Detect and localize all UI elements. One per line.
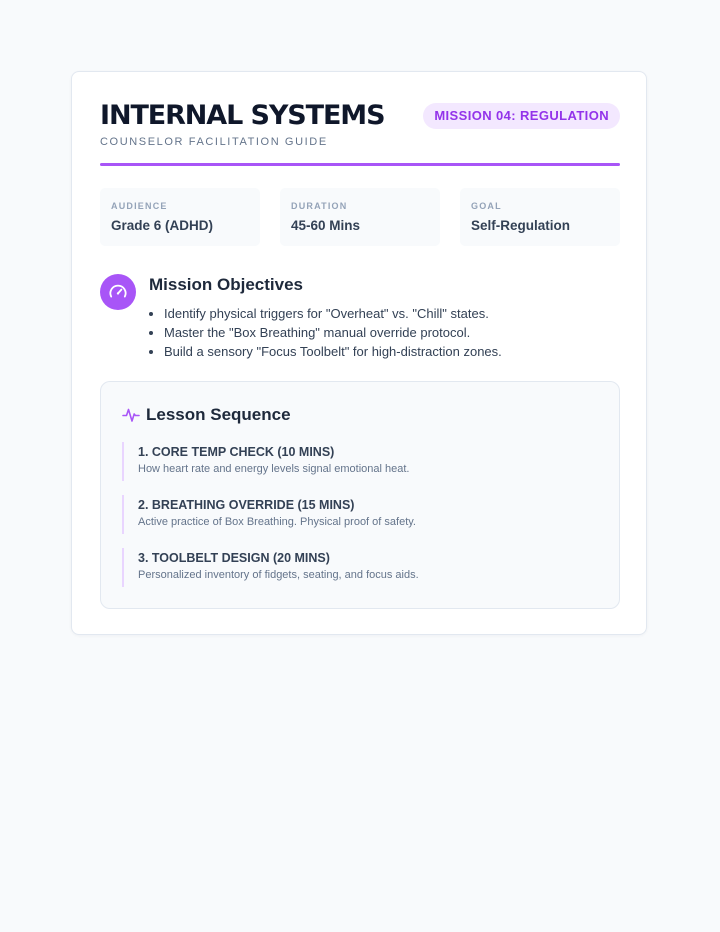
meta-duration [280,188,440,246]
lesson-step-description: Active practice of Box Breathing. Physical proof of safety. [138,516,416,528]
meta-goal-value: Self-Regulation [471,218,571,233]
objective-item: • Identify physical triggers for "Overheat" vs. "Chill" states. [164,304,604,323]
lesson-step-description: Personalized inventory of fidgets, seating, and focus aids. [138,569,419,581]
objective-item: • Build a sensory "Focus Toolbelt" for high-distraction zones. [164,342,604,361]
lesson-step [122,442,592,481]
lesson-step [122,548,592,587]
meta-audience-label: AUDIENCE [111,201,168,211]
meta-duration-value: 45-60 Mins [291,218,361,233]
objective-item: • Master the "Box Breathing" manual override protocol. [164,323,604,342]
meta-goal [460,188,620,246]
meta-row [100,188,620,246]
lesson-step-title: 3. TOOLBELT DESIGN (20 MINS) [138,551,330,565]
lesson-plan-card [71,71,647,635]
lesson-step [122,495,592,534]
meta-goal-label: GOAL [471,201,502,211]
meta-audience [100,188,260,246]
meta-duration-label: DURATION [291,201,348,211]
lesson-sequence-panel [100,381,620,609]
lesson-step-title: 1. CORE TEMP CHECK (10 MINS) [138,445,335,459]
header-divider [100,163,620,166]
page-subtitle: COUNSELOR FACILITATION GUIDE [100,136,328,148]
objectives-list [149,304,604,361]
meta-audience-value: Grade 6 (ADHD) [111,218,214,233]
gauge-icon [100,274,136,310]
objectives-heading: Mission Objectives [149,275,303,294]
lesson-step-title: 2. BREATHING OVERRIDE (15 MINS) [138,498,355,512]
lesson-step-description: How heart rate and energy levels signal emotional heat. [138,463,410,475]
mission-badge: MISSION 04: REGULATION [423,103,620,129]
page-title: INTERNAL SYSTEMS [100,100,385,131]
lesson-sequence-heading: Lesson Sequence [146,405,291,424]
pulse-icon [122,406,140,429]
